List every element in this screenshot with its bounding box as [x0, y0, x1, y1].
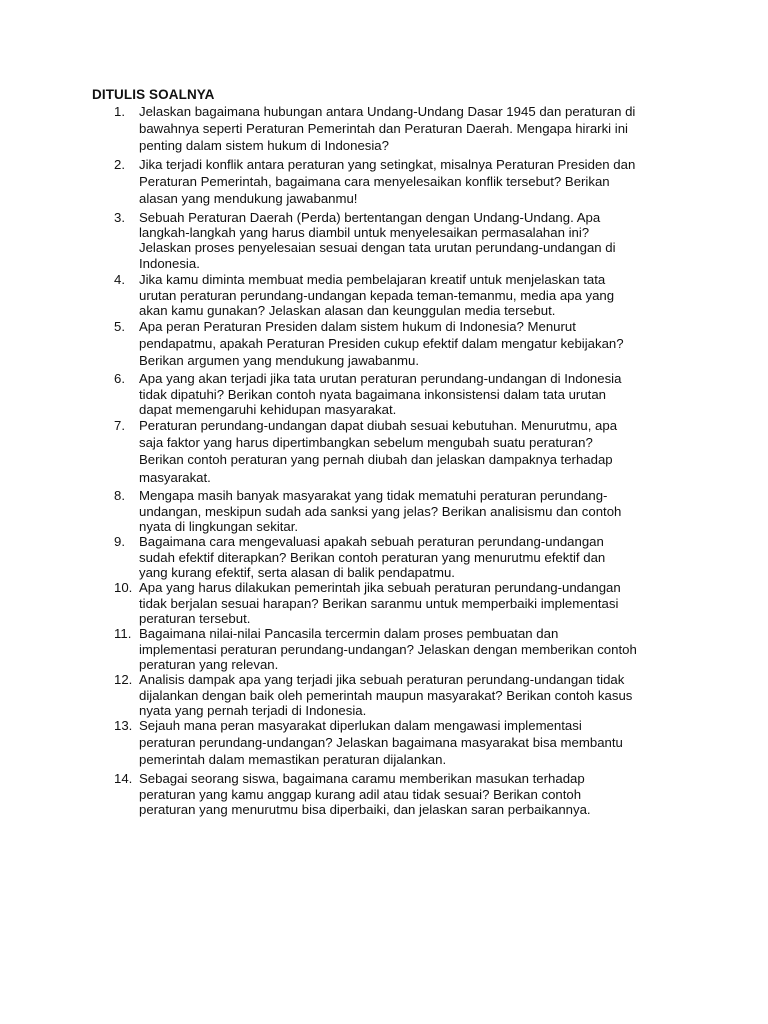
- question-text: Sebuah Peraturan Daerah (Perda) bertentangan dengan Undang-Undang. Apa langkah-langkah yang harus diambil untuk menyelesaikan permasalahan ini? Jelaskan proses penyelesaian sesuai dengan tata urutan perundang-undangan di Indonesia.: [139, 210, 616, 271]
- question-text: Jelaskan bagaimana hubungan antara Undang-Undang Dasar 1945 dan peraturan di bawahnya seperti Peraturan Pemerintah dan Peraturan Daerah. Mengapa hirarki ini penting dalam sistem hukum di Indonesia?: [139, 104, 636, 154]
- question-number: 11.: [114, 626, 132, 641]
- question-text: Bagaimana cara mengevaluasi apakah sebuah peraturan perundang-undangan sudah efektif diterapkan? Berikan contoh peraturan yang menurutmu efektif dan yang kurang efektif, serta alasan di balik pendapatmu.: [139, 534, 606, 580]
- question-number: 1.: [114, 104, 125, 119]
- question-text: Apa peran Peraturan Presiden dalam sistem hukum di Indonesia? Menurut pendapatmu, apakah Peraturan Presiden cukup efektif dalam mengatur kebijakan? Berikan argumen yang mendukung jawabanmu.: [139, 319, 624, 369]
- question-text: Jika kamu diminta membuat media pembelajaran kreatif untuk menjelaskan tata urutan peraturan perundang-undangan kepada teman-temanmu, media apa yang akan kamu gunakan? Jelaskan alasan dan keunggulan media tersebut.: [139, 272, 615, 318]
- question-number: 10.: [114, 580, 133, 595]
- question-text: Mengapa masih banyak masyarakat yang tidak mematuhi peraturan perundang- undangan, meskipun sudah ada sanksi yang jelas? Berikan analisismu dan contoh nyata di lingkungan sekitar.: [139, 488, 622, 534]
- question-number: 2.: [114, 157, 125, 172]
- question-number: 8.: [114, 488, 125, 503]
- question-number: 3.: [114, 210, 125, 225]
- question-text: Jika terjadi konflik antara peraturan yang setingkat, misalnya Peraturan Presiden dan Peraturan Pemerintah, bagaimana cara menyelesaikan konflik tersebut? Berikan alasan yang mendukung jawabanmu!: [139, 157, 636, 207]
- question-text: Apa yang akan terjadi jika tata urutan peraturan perundang-undangan di Indonesia tidak dipatuhi? Berikan contoh nyata bagaimana inkonsistensi dalam tata urutan dapat memengaruhi kehidupan masyarakat.: [139, 371, 622, 417]
- question-number: 9.: [114, 534, 125, 549]
- question-number: 6.: [114, 371, 125, 386]
- question-number: 12.: [114, 672, 133, 687]
- question-number: 14.: [114, 771, 133, 786]
- question-text: Sebagai seorang siswa, bagaimana caramu memberikan masukan terhadap peraturan yang kamu anggap kurang adil atau tidak sesuai? Berikan contoh peraturan yang menurutmu bisa diperbaiki, dan jelaskan saran perbaikannya.: [139, 771, 591, 817]
- question-text: Bagaimana nilai-nilai Pancasila tercermin dalam proses pembuatan dan implementasi peraturan perundang-undangan? Jelaskan dengan memberikan contoh peraturan yang relevan.: [139, 626, 637, 672]
- question-number: 7.: [114, 418, 125, 433]
- question-number: 5.: [114, 319, 125, 334]
- document-heading: DITULIS SOALNYA: [92, 87, 215, 102]
- question-number: 4.: [114, 272, 125, 287]
- question-text: Peraturan perundang-undangan dapat diubah sesuai kebutuhan. Menurutmu, apa saja faktor yang harus dipertimbangkan sebelum mengubah suatu peraturan? Berikan contoh peraturan yang pernah diubah dan jelaskan dampaknya terhadap masyarakat.: [139, 418, 618, 485]
- question-text: Analisis dampak apa yang terjadi jika sebuah peraturan perundang-undangan tidak dijalankan dengan baik oleh pemerintah maupun masyarakat? Berikan contoh kasus nyata yang pernah terjadi di Indonesia.: [139, 672, 633, 718]
- question-text: Apa yang harus dilakukan pemerintah jika sebuah peraturan perundang-undangan tidak berjalan sesuai harapan? Berikan saranmu untuk memperbaiki implementasi peraturan tersebut.: [139, 580, 621, 626]
- question-text: Sejauh mana peran masyarakat diperlukan dalam mengawasi implementasi peraturan perundang-undangan? Jelaskan bagaimana masyarakat bisa membantu pemerintah dalam memastikan peraturan dijalankan.: [139, 718, 623, 768]
- question-number: 13.: [114, 718, 133, 733]
